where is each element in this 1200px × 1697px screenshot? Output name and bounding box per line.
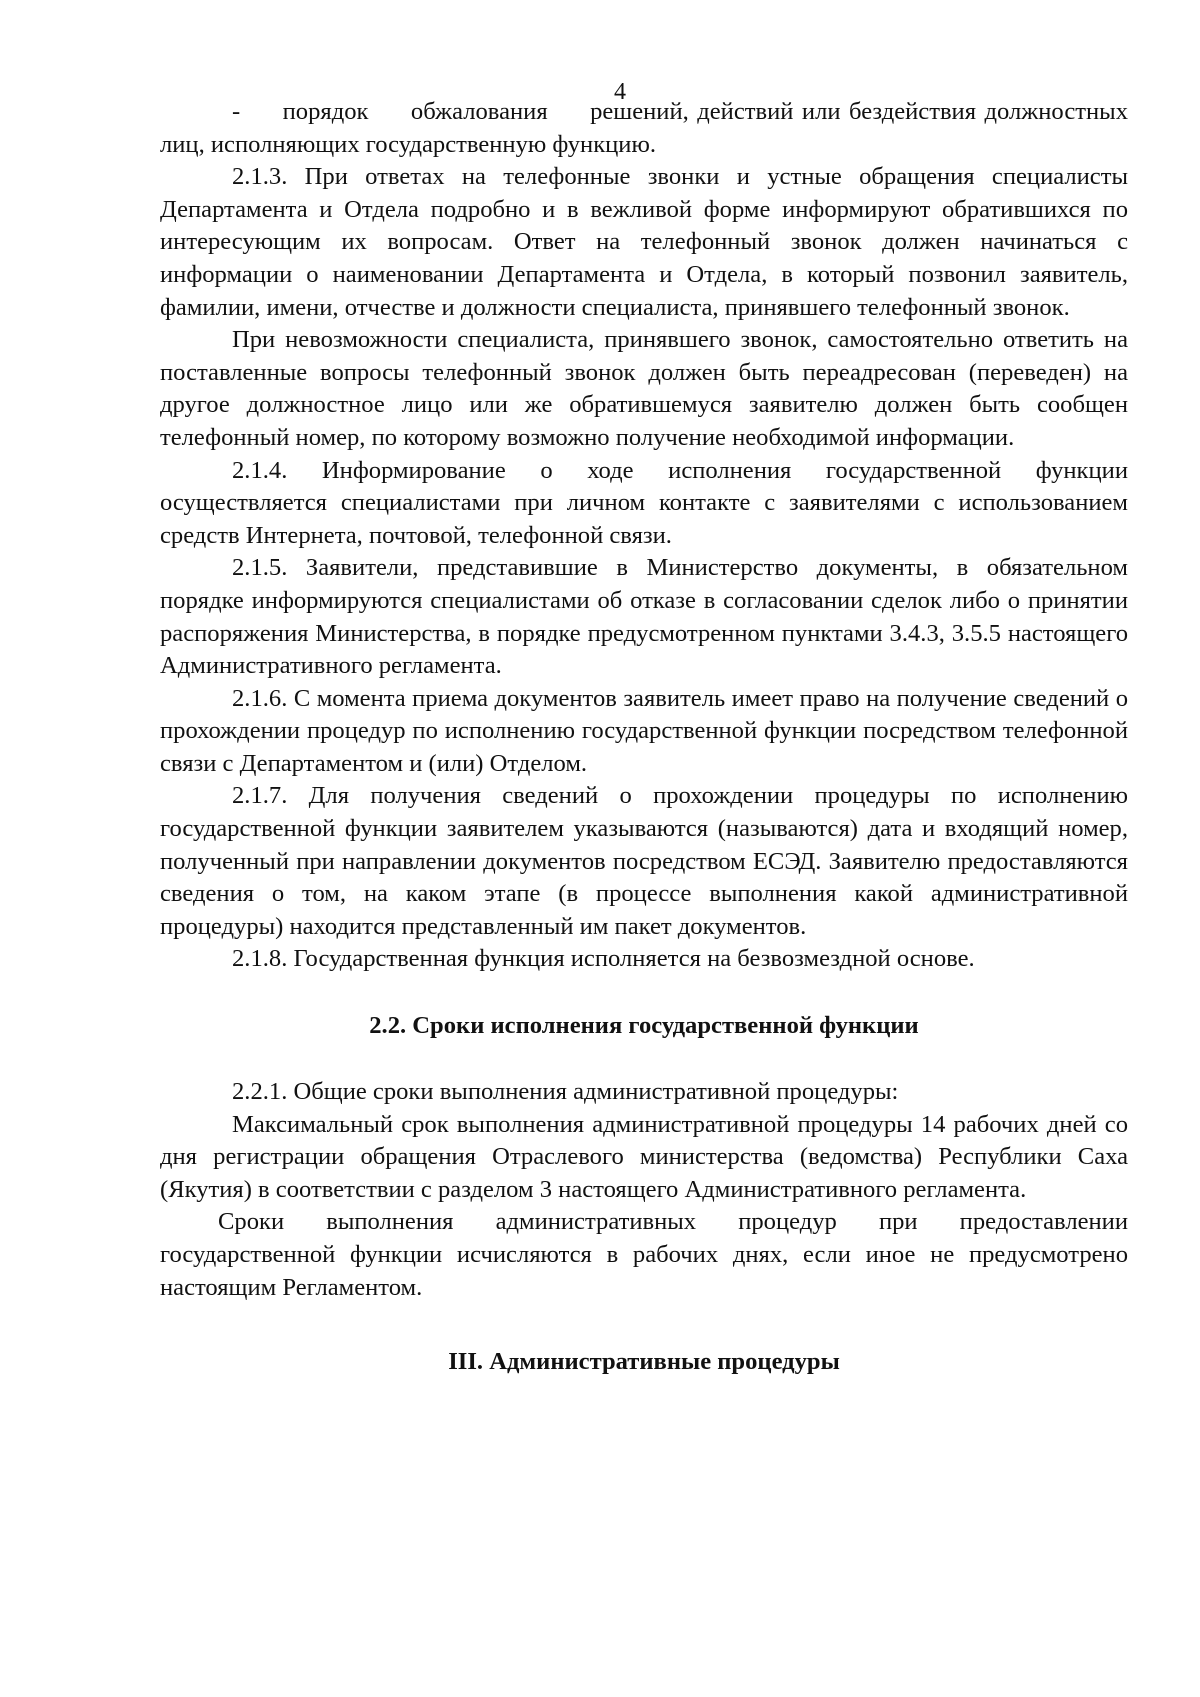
paragraph-2-1-3: 2.1.3. При ответах на телефонные звонки и устные обращения специалисты Департамента и Отдела подробно и в вежливой форме информируют обратившихся по интересующим их вопросам. Ответ на телефонный звонок должен начинаться с информации о наименовании Департамента и Отдела, в который позвонил заявитель, фамилии, имени, отчестве и должности специалиста, принявшего телефонный звонок. bbox=[160, 163, 1128, 321]
section-heading-2-2: 2.2. Сроки исполнения государственной функции bbox=[369, 1012, 919, 1040]
paragraph-2-1-8: 2.1.8. Государственная функция исполняется на безвозмездной основе. bbox=[232, 945, 975, 973]
paragraph-2-1-6: 2.1.6. С момента приема документов заявитель имеет право на получение сведений о прохождении процедур по исполнению государственной функции посредством телефонной связи с Департаментом и (или) Отделом. bbox=[160, 684, 1128, 777]
paragraph-2-1-7: 2.1.7. Для получения сведений о прохождении процедуры по исполнению государственной функции заявителем указываются (называются) дата и входящий номер, полученный при направлении документов посредством ЕСЭД. Заявителю предоставляются сведения о том, на каком этапе (в процессе выполнения какой административной процедуры) находится представленный им пакет документов. bbox=[160, 782, 1128, 940]
paragraph-terms-working-days: Сроки выполнения административных процедур при предоставлении государственной функции исчисляются в рабочих днях, если иное не предусмотрено настоящим Регламентом. bbox=[160, 1208, 1128, 1301]
section-heading-3: III. Административные процедуры bbox=[448, 1348, 840, 1376]
paragraph-redirect-call: При невозможности специалиста, принявшего звонок, самостоятельно ответить на поставленные вопросы телефонный звонок должен быть переадресован (переведен) на другое должностное лицо или же обратившемуся заявителю должен быть сообщен телефонный номер, по которому возможно получение необходимой информации. bbox=[160, 326, 1128, 451]
paragraph-max-term: Максимальный срок выполнения административной процедуры 14 рабочих дней со дня регистрации обращения Отраслевого министерства (ведомства) Республики Саха (Якутия) в соответствии с разделом 3 настоящего Административного регламента. bbox=[160, 1110, 1128, 1203]
paragraph-2-1-5: 2.1.5. Заявители, представившие в Министерство документы, в обязательном порядке информируются специалистами об отказе в согласовании сделок либо о принятии распоряжения Министерства, в порядке предусмотренном пунктами 3.4.3, 3.5.5 настоящего Административного регламента. bbox=[160, 554, 1128, 680]
document-body bbox=[160, 96, 1135, 1378]
page-number: 4 bbox=[614, 79, 626, 105]
paragraph-2-2-1: 2.2.1. Общие сроки выполнения административной процедуры: bbox=[232, 1078, 899, 1106]
paragraph-2-1-4: 2.1.4. Информирование о ходе исполнения государственной функции осуществляется специалистами при личном контакте с заявителями с использованием средств Интернета, почтовой, телефонной связи. bbox=[160, 456, 1128, 549]
paragraph-appeal-procedure: - порядок обжалования решений, действий или бездействия должностных лиц, исполняющих государственную функцию. bbox=[160, 98, 1135, 158]
